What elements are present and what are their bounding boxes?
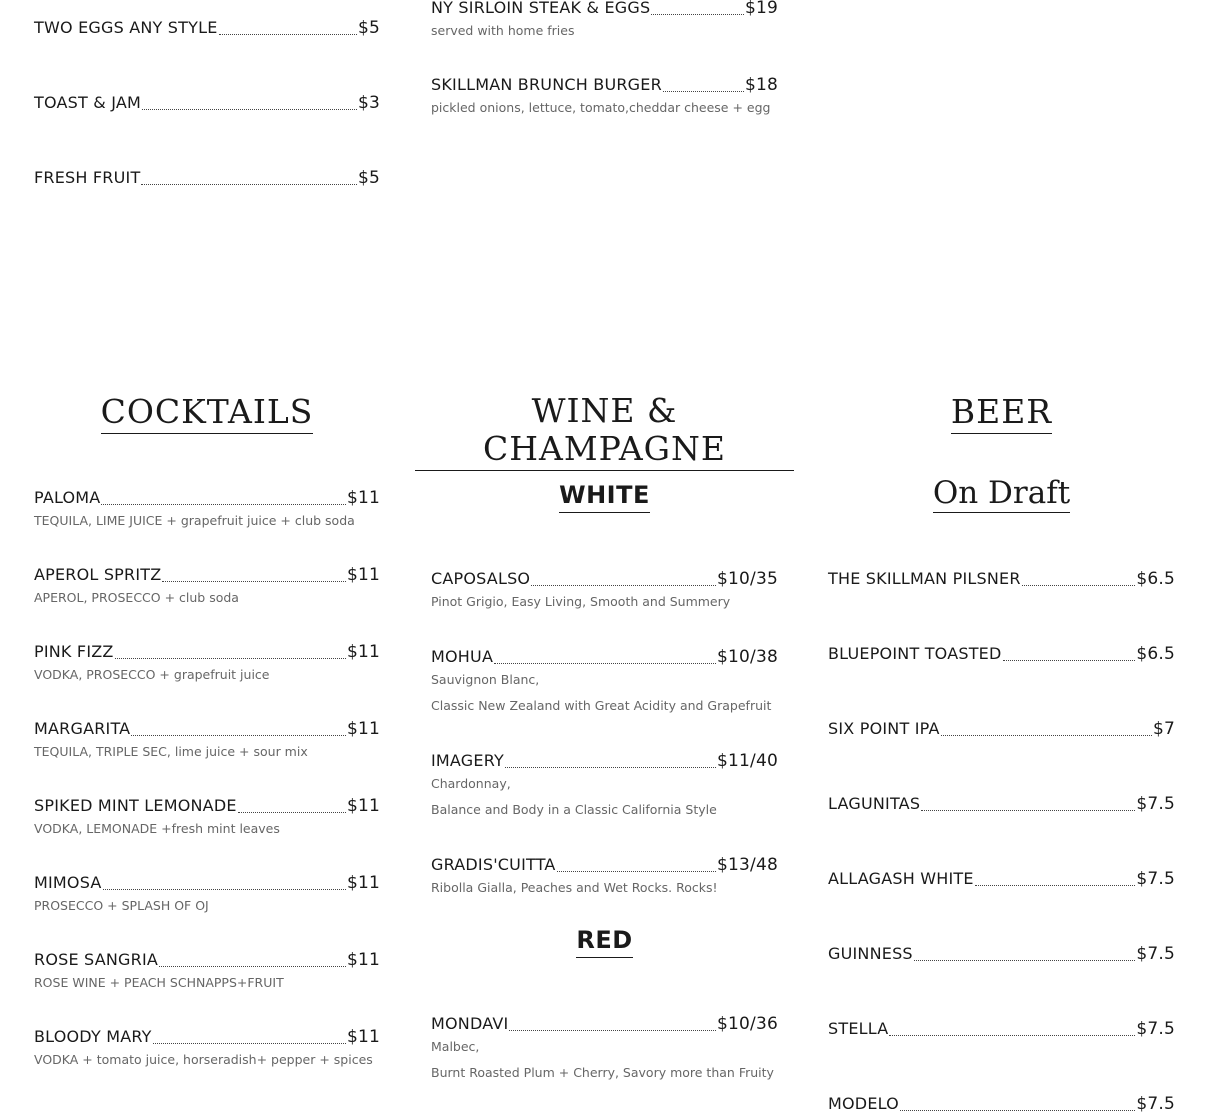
item-name: APEROL SPRITZ [34, 565, 162, 584]
menu-item [34, 871, 380, 919]
item-description: VODKA, PROSECCO + grapefruit juice [34, 667, 270, 682]
item-name: BLOODY MARY [34, 1027, 152, 1046]
menu-item [34, 563, 380, 611]
item-price: $6.5 [1136, 644, 1175, 664]
menu-item [828, 642, 1175, 664]
item-price: $11/40 [716, 751, 778, 771]
item-description: VODKA + tomato juice, horseradish+ pepper + spices [34, 1052, 373, 1067]
dot-leader [557, 871, 716, 872]
menu-item [34, 794, 380, 842]
dot-leader [914, 960, 1136, 961]
item-description: Balance and Body in a Classic California Style [431, 802, 717, 817]
item-description: Burnt Roasted Plum + Cherry, Savory more than Fruity [431, 1065, 774, 1080]
dot-leader [219, 34, 357, 35]
item-price: $11 [346, 642, 380, 662]
menu-item [34, 717, 380, 765]
menu-item [431, 567, 778, 615]
item-name: GRADIS'CUITTA [431, 855, 556, 874]
item-name: MOHUA [431, 647, 494, 666]
item-price: $7.5 [1136, 794, 1175, 814]
item-price: $10/38 [716, 647, 778, 667]
item-price: $11 [346, 719, 380, 739]
menu-item [828, 792, 1175, 814]
item-name: TOAST & JAM [34, 93, 141, 112]
menu-item [34, 640, 380, 688]
item-price: $7.5 [1136, 944, 1175, 964]
item-price: $7.5 [1136, 1019, 1175, 1039]
item-price: $7.5 [1136, 1094, 1175, 1114]
item-description: served with home fries [431, 23, 575, 38]
dot-leader [141, 184, 357, 185]
dot-leader [131, 735, 346, 736]
item-description: APEROL, PROSECCO + club soda [34, 590, 239, 605]
menu-item [828, 1092, 1175, 1114]
dot-leader [162, 581, 346, 582]
item-description: Chardonnay, [431, 776, 511, 791]
item-description: Pinot Grigio, Easy Living, Smooth and Summery [431, 594, 731, 609]
white-wine-subheading: WHITE [431, 480, 778, 513]
item-name: BLUEPOINT TOASTED [828, 644, 1002, 663]
menu-item [34, 16, 380, 38]
item-name: SIX POINT IPA [828, 719, 940, 738]
item-price: $11 [346, 1027, 380, 1047]
item-name: LAGUNITAS [828, 794, 921, 813]
menu-item [34, 486, 380, 534]
beer-heading: BEER [828, 392, 1175, 434]
item-name: TWO EGGS ANY STYLE [34, 18, 218, 37]
dot-leader [494, 663, 716, 664]
dot-leader [509, 1030, 716, 1031]
item-description: Classic New Zealand with Great Acidity and Grapefruit [431, 698, 772, 713]
item-name: PALOMA [34, 488, 101, 507]
menu-item [828, 867, 1175, 889]
item-name: THE SKILLMAN PILSNER [828, 569, 1021, 588]
item-name: ROSE SANGRIA [34, 950, 159, 969]
item-name: PINK FIZZ [34, 642, 114, 661]
item-name: SPIKED MINT LEMONADE [34, 796, 237, 815]
item-name: CAPOSALSO [431, 569, 531, 588]
item-price: $10/36 [716, 1014, 778, 1034]
item-price: $11 [346, 796, 380, 816]
item-description: pickled onions, lettuce, tomato,cheddar cheese + egg [431, 100, 771, 115]
item-price: $18 [744, 75, 778, 95]
menu-item [34, 1025, 380, 1073]
item-description: TEQUILA, LIME JUICE + grapefruit juice + club soda [34, 513, 355, 528]
item-name: MARGARITA [34, 719, 131, 738]
item-name: MODELO [828, 1094, 899, 1113]
dot-leader [531, 585, 716, 586]
item-name: MONDAVI [431, 1014, 509, 1033]
dot-leader [975, 885, 1136, 886]
item-price: $7.5 [1136, 869, 1175, 889]
item-description: VODKA, LEMONADE +fresh mint leaves [34, 821, 280, 836]
dot-leader [142, 109, 357, 110]
dot-leader [889, 1035, 1135, 1036]
item-price: $11 [346, 873, 380, 893]
dot-leader [921, 810, 1135, 811]
item-price: $3 [357, 93, 380, 113]
item-description: Malbec, [431, 1039, 480, 1054]
item-name: FRESH FRUIT [34, 168, 141, 187]
item-name: MIMOSA [34, 873, 102, 892]
menu-item [431, 853, 778, 901]
item-name: SKILLMAN BRUNCH BURGER [431, 75, 662, 94]
on-draft-subheading: On Draft [932, 475, 1071, 511]
item-price: $7 [1152, 719, 1175, 739]
dot-leader [651, 14, 744, 15]
item-name: GUINNESS [828, 944, 913, 963]
cocktails-heading: COCKTAILS [34, 392, 380, 434]
menu-item [828, 942, 1175, 964]
menu-item [828, 567, 1175, 589]
dot-leader [159, 966, 346, 967]
dot-leader [941, 735, 1152, 736]
dot-leader [900, 1110, 1135, 1111]
item-price: $13/48 [716, 855, 778, 875]
item-description: ROSE WINE + PEACH SCHNAPPS+FRUIT [34, 975, 284, 990]
menu-item [34, 91, 380, 113]
item-name: IMAGERY [431, 751, 504, 770]
item-price: $11 [346, 565, 380, 585]
menu-item [828, 1017, 1175, 1039]
item-price: $5 [357, 18, 380, 38]
item-name: ALLAGASH WHITE [828, 869, 974, 888]
item-price: $11 [346, 950, 380, 970]
menu-item [431, 1012, 778, 1086]
menu-item [431, 73, 778, 121]
dot-leader [103, 889, 346, 890]
menu-item [431, 645, 778, 719]
menu-item [431, 749, 778, 823]
item-price: $6.5 [1136, 569, 1175, 589]
item-price: $10/35 [716, 569, 778, 589]
dot-leader [153, 1043, 346, 1044]
item-description: PROSECCO + SPLASH OF OJ [34, 898, 209, 913]
red-wine-subheading: RED [431, 925, 778, 958]
wine-heading: WINE & CHAMPAGNE [415, 392, 794, 471]
dot-leader [1022, 585, 1136, 586]
dot-leader [101, 504, 345, 505]
menu-item [34, 166, 380, 188]
item-description: Sauvignon Blanc, [431, 672, 540, 687]
menu-item [34, 948, 380, 996]
item-price: $5 [357, 168, 380, 188]
item-description: TEQUILA, TRIPLE SEC, lime juice + sour mix [34, 744, 308, 759]
menu-item [431, 0, 778, 44]
item-price: $19 [744, 0, 778, 18]
dot-leader [1003, 660, 1136, 661]
dot-leader [505, 767, 716, 768]
item-name: NY SIRLOIN STEAK & EGGS [431, 0, 651, 17]
dot-leader [238, 812, 346, 813]
dot-leader [663, 91, 744, 92]
item-price: $11 [346, 488, 380, 508]
item-description: Ribolla Gialla, Peaches and Wet Rocks. Rocks! [431, 880, 718, 895]
dot-leader [115, 658, 346, 659]
item-name: STELLA [828, 1019, 889, 1038]
menu-item [828, 717, 1175, 739]
